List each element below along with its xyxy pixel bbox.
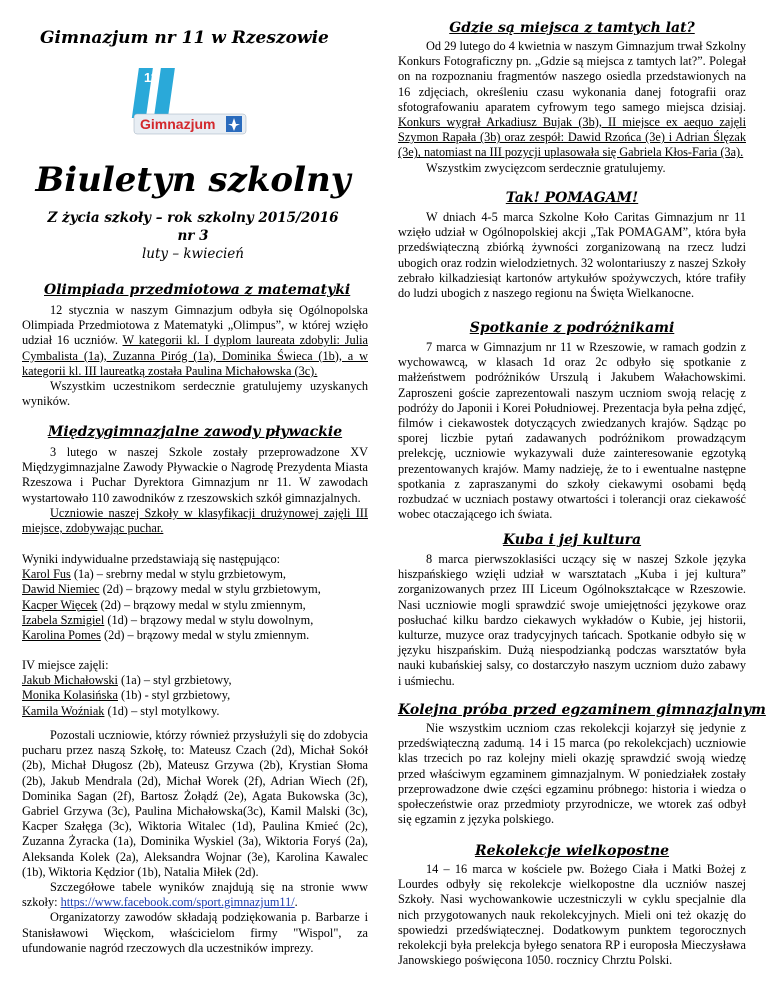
fourth-place-item: Monika Kolasińska (1b) - styl grzbietowy,	[22, 688, 231, 703]
podroznicy-heading: Spotkanie z podróżnikami	[469, 320, 675, 336]
result-item: Izabela Szmigiel (1d) – brązowy medal w stylu dowolnym,	[22, 612, 314, 627]
miejsca-heading: Gdzie są miejsca z tamtych lat?	[449, 20, 695, 36]
kuba-heading: Kuba i jej kultura	[502, 532, 642, 548]
plywanie-others	[22, 728, 368, 880]
section-kuba	[398, 532, 746, 689]
plywanie-details: Szczegółowe tabele wyników znajdują się na stronie www szkoły: https://www.facebook.com/sport.gimnazjum11/.	[22, 880, 368, 910]
bulletin-subtitle: Z życia szkoły – rok szkolny 2015/2016	[47, 210, 339, 226]
result-item: Karol Fus (1a) – srebrny medal w stylu grzbietowym,	[22, 567, 287, 582]
cross-icon	[226, 116, 242, 132]
school-logo	[110, 60, 270, 155]
results-link[interactable]: https://www.facebook.com/sport.gimnazjum11/	[60, 895, 295, 910]
bulletin-title: Biuletyn szkolny	[35, 160, 351, 200]
result-item: Kacper Więcek (2d) – brązowy medal w stylu zmiennym,	[22, 597, 306, 612]
bulletin-months: luty – kwiecień	[141, 246, 244, 262]
plywanie-team-result: Uczniowie naszej Szkoły w klasyfikacji drużynowej zajęli III miejsce, zdobywając puchar.	[22, 505, 368, 536]
plywanie-thanks: Organizatorzy zawodów składają podziękowania p. Barbarze i Stanisławowi Więckom, właścicielom firmy "Wispol", za ufundowanie nagród rzeczowych dla uczestników imprezy.	[22, 910, 368, 955]
rekolekcje-heading: Rekolekcje wielkopostne	[474, 843, 670, 859]
egzamin-heading: Kolejna próba przed egzaminem gimnazjalnym	[398, 702, 766, 718]
podroznicy-text: 7 marca w Gimnazjum nr 11 w Rzeszowie, w ramach godzin z wychowawcą, w klasach 1d oraz 2c odbyło się spotkanie z małżeństwem podróżników Urszulą i Jakubem Wałachowskimi. Zaproszeni goście zaprezentowali naszym uczniom swoją relację z podróży do Japonii i Korei Południowej. Prezentacja była pełna zdjęć, filmów i ciekawostek dotyczących zwiedzanych krajów. Sądząc po sporej liczbie pytań zadawanych podróżnikom prowadzącym prelekcję, uczniowie wykazywali duże zainteresowanie egzotyką prezentowanych krajów. Mamy nadzieję, że to i ewentualne następne spotkania z zapraszanymi do szkoły ciekawymi osobami będą rozbudzać w uczniach postawy otwartości i tolerancji oraz ciekawość wobec otaczającego ich świata.	[398, 340, 746, 522]
fourth-place-item: Jakub Michałowski (1a) – styl grzbietowy,	[22, 673, 232, 688]
miejsca-congrats: Wszystkim zwycięzcom serdecznie gratulujemy.	[426, 160, 666, 175]
logo-graphic	[110, 60, 270, 155]
logo-number: 11	[144, 70, 158, 85]
plywanie-heading: Międzygimnazjalne zawody pływackie	[47, 424, 343, 440]
logo-text: Gimnazjum	[140, 116, 216, 132]
bulletin-issue: nr 3	[177, 228, 209, 244]
plywanie-footer	[22, 880, 368, 956]
section-egzamin	[398, 702, 766, 827]
fourth-place-intro: IV miejsce zajęli:	[22, 658, 109, 672]
olimpiada-heading: Olimpiada przedmiotowa z matematyki	[44, 282, 351, 298]
plywanie-fourth-place	[22, 658, 368, 719]
rekolekcje-text: 14 – 16 marca w kościele pw. Bożego Ciała i Matki Bożej z Lourdes odbyły się rekolekcje wielkopostne dla uczniów naszej Szkoły. Nasi wychowankowie uczestniczyli w cyklu specjalnie dla nich przygotowanych nauk rekolekcyjnych. Mieli oni też okazję do spowiedzi przedświątecznej. Dodatkowym punktem tegorocznych rekolekcji była prelekcja byłego senatora RP i europosła Mieczysława Janowskiego poświęcona 1050. rocznicy Chrztu Polski.	[398, 862, 746, 968]
section-rekolekcje	[398, 843, 746, 968]
section-plywanie	[22, 424, 368, 536]
egzamin-text: Nie wszystkim uczniom czas rekolekcji kojarzył się jedynie z przedświąteczną zadumą. 14 i 15 marca (po rekolekcjach) uczniowie klas trzecich po raz kolejny mieli okazję sprawdzić swoją wiedzę przed właściwym egzaminem gimnazjalnym. W poniedziałek zostały przeprowadzone dwie części egzaminu próbnego: historia i wiedza o społeczeństwie oraz przedmioty przyrodnicze, we wtorek zaś odbył się egzamin z języka polskiego.	[398, 721, 746, 827]
section-pomagam	[398, 190, 746, 301]
pomagam-heading: Tak! POMAGAM!	[505, 190, 639, 206]
result-item: Dawid Niemiec (2d) – brązowy medal w stylu grzbietowym,	[22, 582, 321, 597]
olimpiada-text: 12 stycznia w naszym Gimnazjum odbyła się Ogólnopolska Olimpiada Przedmiotowa z Matematyki „Olimpus”, w której wzięło udział 16 uczniów. W kategorii kl. I dyplom laureata zdobyli: Julia Cymbalista (1a), Zuzanna Piróg (1a), Dominika Świeca (1b), a w kategorii kl. III laureatką została Paulina Michałowska (3c).	[22, 303, 368, 378]
section-podroznicy	[398, 320, 746, 522]
fourth-place-item: Kamila Woźniak (1d) – styl motylkowy.	[22, 703, 220, 718]
plywanie-results	[22, 552, 368, 643]
plywanie-other-participants: Pozostali uczniowie, którzy również przysłużyli się do zdobycia pucharu przez naszą Szkołę, to: Mateusz Czach (2d), Michał Sokół (2b), Michał Długosz (2b), Mateusz Grzywa (2b), Krystian Słoma (2b), Jakub Mendrala (2d), Michał Worek (2f), Adrian Wiech (2f), Dominika Sagan (2f), Bartosz Żołądź (2e), Agata Bukowska (3c), Gabriel Grzywa (3c), Paulina Michałowska(3c), Kamil Malski (3c), Kacper Szałęga (3c), Wiktoria Witalec (1d), Paulina Kmieć (2c), Zuzanna Żyracka (1a), Dominika Wyskiel (3a), Wiktoria Foryś (2a), Aleksanda Kolek (2a), Aleksandra Wojnar (3e), Karolina Kawalec (1b), Wiktoria Kędzior (1b), Natalia Miłek (2d).	[22, 728, 368, 879]
result-item: Karolina Pomes (2d) – brązowy medal w stylu zmiennym.	[22, 628, 310, 643]
pomagam-text: W dniach 4-5 marca Szkolne Koło Caritas Gimnazjum nr 11 wzięło udział w Ogólnopolskiej akcji „Tak POMAGAM”, która była przedświąteczną zbiórką żywności zorganizowaną na rzecz ludzi ubogich oraz rodzin wielodzietnych. 32 wolontariuszy z naszej Szkoły zebrało kilkadziesiąt kartonów artykułów spożywczych, które trafiły do ludzi ubogich z naszego regionu na Święta Wielkanocne.	[398, 210, 746, 301]
miejsca-text: Od 29 lutego do 4 kwietnia w naszym Gimnazjum trwał Szkolny Konkurs Fotograficzny pn. „Gdzie są miejsca z tamtych lat?”. Polegał on na rozpoznaniu fragmentów naszego osiedla przedstawionych na 16 zdjęciach, określeniu czasu wykonania danej fotografii oraz sfotografowaniu aparatem cyfrowym tego samego miejsca dzisiaj. Konkurs wygrał Arkadiusz Bujak (3b), II miejsce ex aequo zajęli Szymon Rapała (3b) oraz zespół: Dawid Rzońca (3e) i Adrian Ślęzak (3e), natomiast na III pozycji uplasowała się Gabriela Kłos-Faria (3a).	[398, 39, 746, 160]
school-name: Gimnazjum nr 11 w Rzeszowie	[40, 28, 329, 48]
kuba-text: 8 marca pierwszoklasiści uczący się w naszej Szkole języka hiszpańskiego wzięli udział w warsztatach „Kuba i jej kultura” zorganizowanych przez III Liceum Ogólnokształcące w Rzeszowie. Nasi uczniowie mogli sprawdzić swoje umiejętności językowe oraz posłuchać kilku bardzo ciekawych wykładów o Kubie, jej historii, kulturze, muzyce oraz tradycyjnych tańcach. Spotkanie odbyło się w języku hiszpańskim. Dużą niespodzianką podczas warsztatów była nauki kubańskiej salsy, co dostarczyło naszym uczniom dużo zabawy i uśmiechu.	[398, 552, 746, 688]
section-olimpiada	[22, 282, 368, 409]
results-intro: Wyniki indywidualne przedstawiają się następująco:	[22, 552, 281, 566]
olimpiada-congrats: Wszystkim uczestnikom serdecznie gratulujemy uzyskanych wyników.	[22, 379, 368, 409]
plywanie-intro: 3 lutego w naszej Szkole zostały przeprowadzone XV Międzygimnazjalne Zawody Pływackie o Nagrodę Prezydenta Miasta Rzeszowa i Puchar Dyrektora Gimnazjum nr 11. W zawodach wystartowało 110 zawodników z rzeszowskich szkół gimnazjalnych.	[22, 445, 368, 505]
section-miejsca	[398, 20, 746, 176]
